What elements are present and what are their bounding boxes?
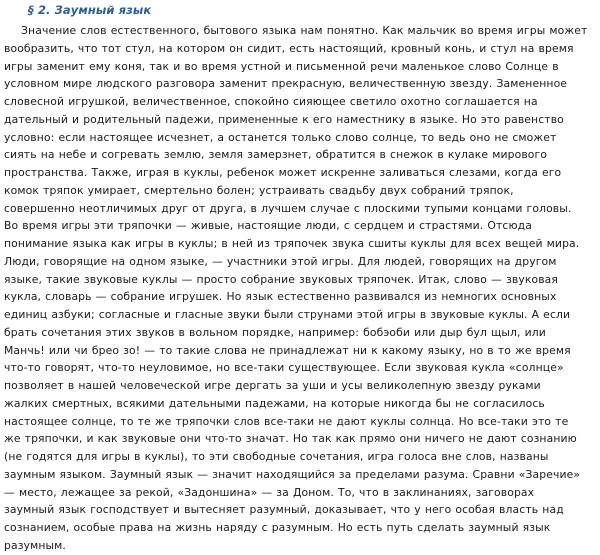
body-paragraph: Значение слов естественного, бытового языка нам понятно. Как мальчик во время игры может вообразить, что тот стул, на котором он сидит, есть настоящий, кровный конь, и стул на время игры заменит ему коня, так и во время устной и письменной речи маленькое слово Солнце в условном мире людского разговора заменит прекрасную, величественную звезду. Замененное словесной игрушкой, величественное, спокойно сияющее светило охотно соглашается на дательный и родительный падежи, примененные к его наместнику в языке. Но это равенство условно: если настоящее исчезнет, а останется только слово солнце, то ведь оно не сможет сиять на небе и согревать землю, земля замерзнет, обратится в снежок в кулаке мирового пространства. Также, играя в куклы, ребенок может искренне заливаться слезами, когда его комок тряпок умирает, смертельно болен; устраивать свадьбу двух собраний тряпок, совершенно неотличимых друг от друга, в лучшем случае с плоскими тупыми концами головы. Во время игры эти тряпочки — живые, настоящие люди, с сердцем и страстями. Отсюда понимание языка как игры в куклы; в ней из тряпочек звука сшиты куклы для всех вещей мира. Люди, говорящие на одном языке, — участники этой игры. Для людей, говорящих на другом языке, такие звуковые куклы — просто собрание звуковых тряпочек. Итак, слово — звуковая кукла, словарь — собрание игрушек. Но язык естественно развивался из немногих основных единиц азбуки; согласные и гласные звуки были струнами этой игры в звуковые куклы. А если брать сочетания этих звуков в вольном порядке, например: бобэоби или дыр бул щыл, или Манчь! или чи брео зо! — то такие слова не принадлежат ни к какому языку, но в то же время что-то говорят, что-то неуловимое, но все-таки существующее. Если звуковая кукла «солнце» позволяет в нашей человеческой игре дергать за уши и усы великолепную звезду руками жалких смертных, всякими дательными падежами, на которые никогда бы не согласилось настоящее солнце, то те же тряпочки слов все-таки не дают куклы солнца. Но все-таки это те же тряпочки, и как звуковые они что-то значат. Но так как прямо они ничего не дают сознанию (не годятся для игры в куклы), то эти свободные сочетания, игра голоса вне слов, названы заумным языком. Заумный язык — значит находящийся за пределами разума. Сравни «Заречие» — место, лежащее за рекой, «Задоншина» — за Доном. То, что в заклинаниях, заговорах заумный язык господствует и вытесняет разумный, доказывает, что у него особая власть над сознанием, особые права на жизнь наряду с разумным. Но есть путь сделать заумный язык разумным. — [4, 24, 588, 552]
section-heading: § 2. Заумный язык — [28, 3, 152, 17]
